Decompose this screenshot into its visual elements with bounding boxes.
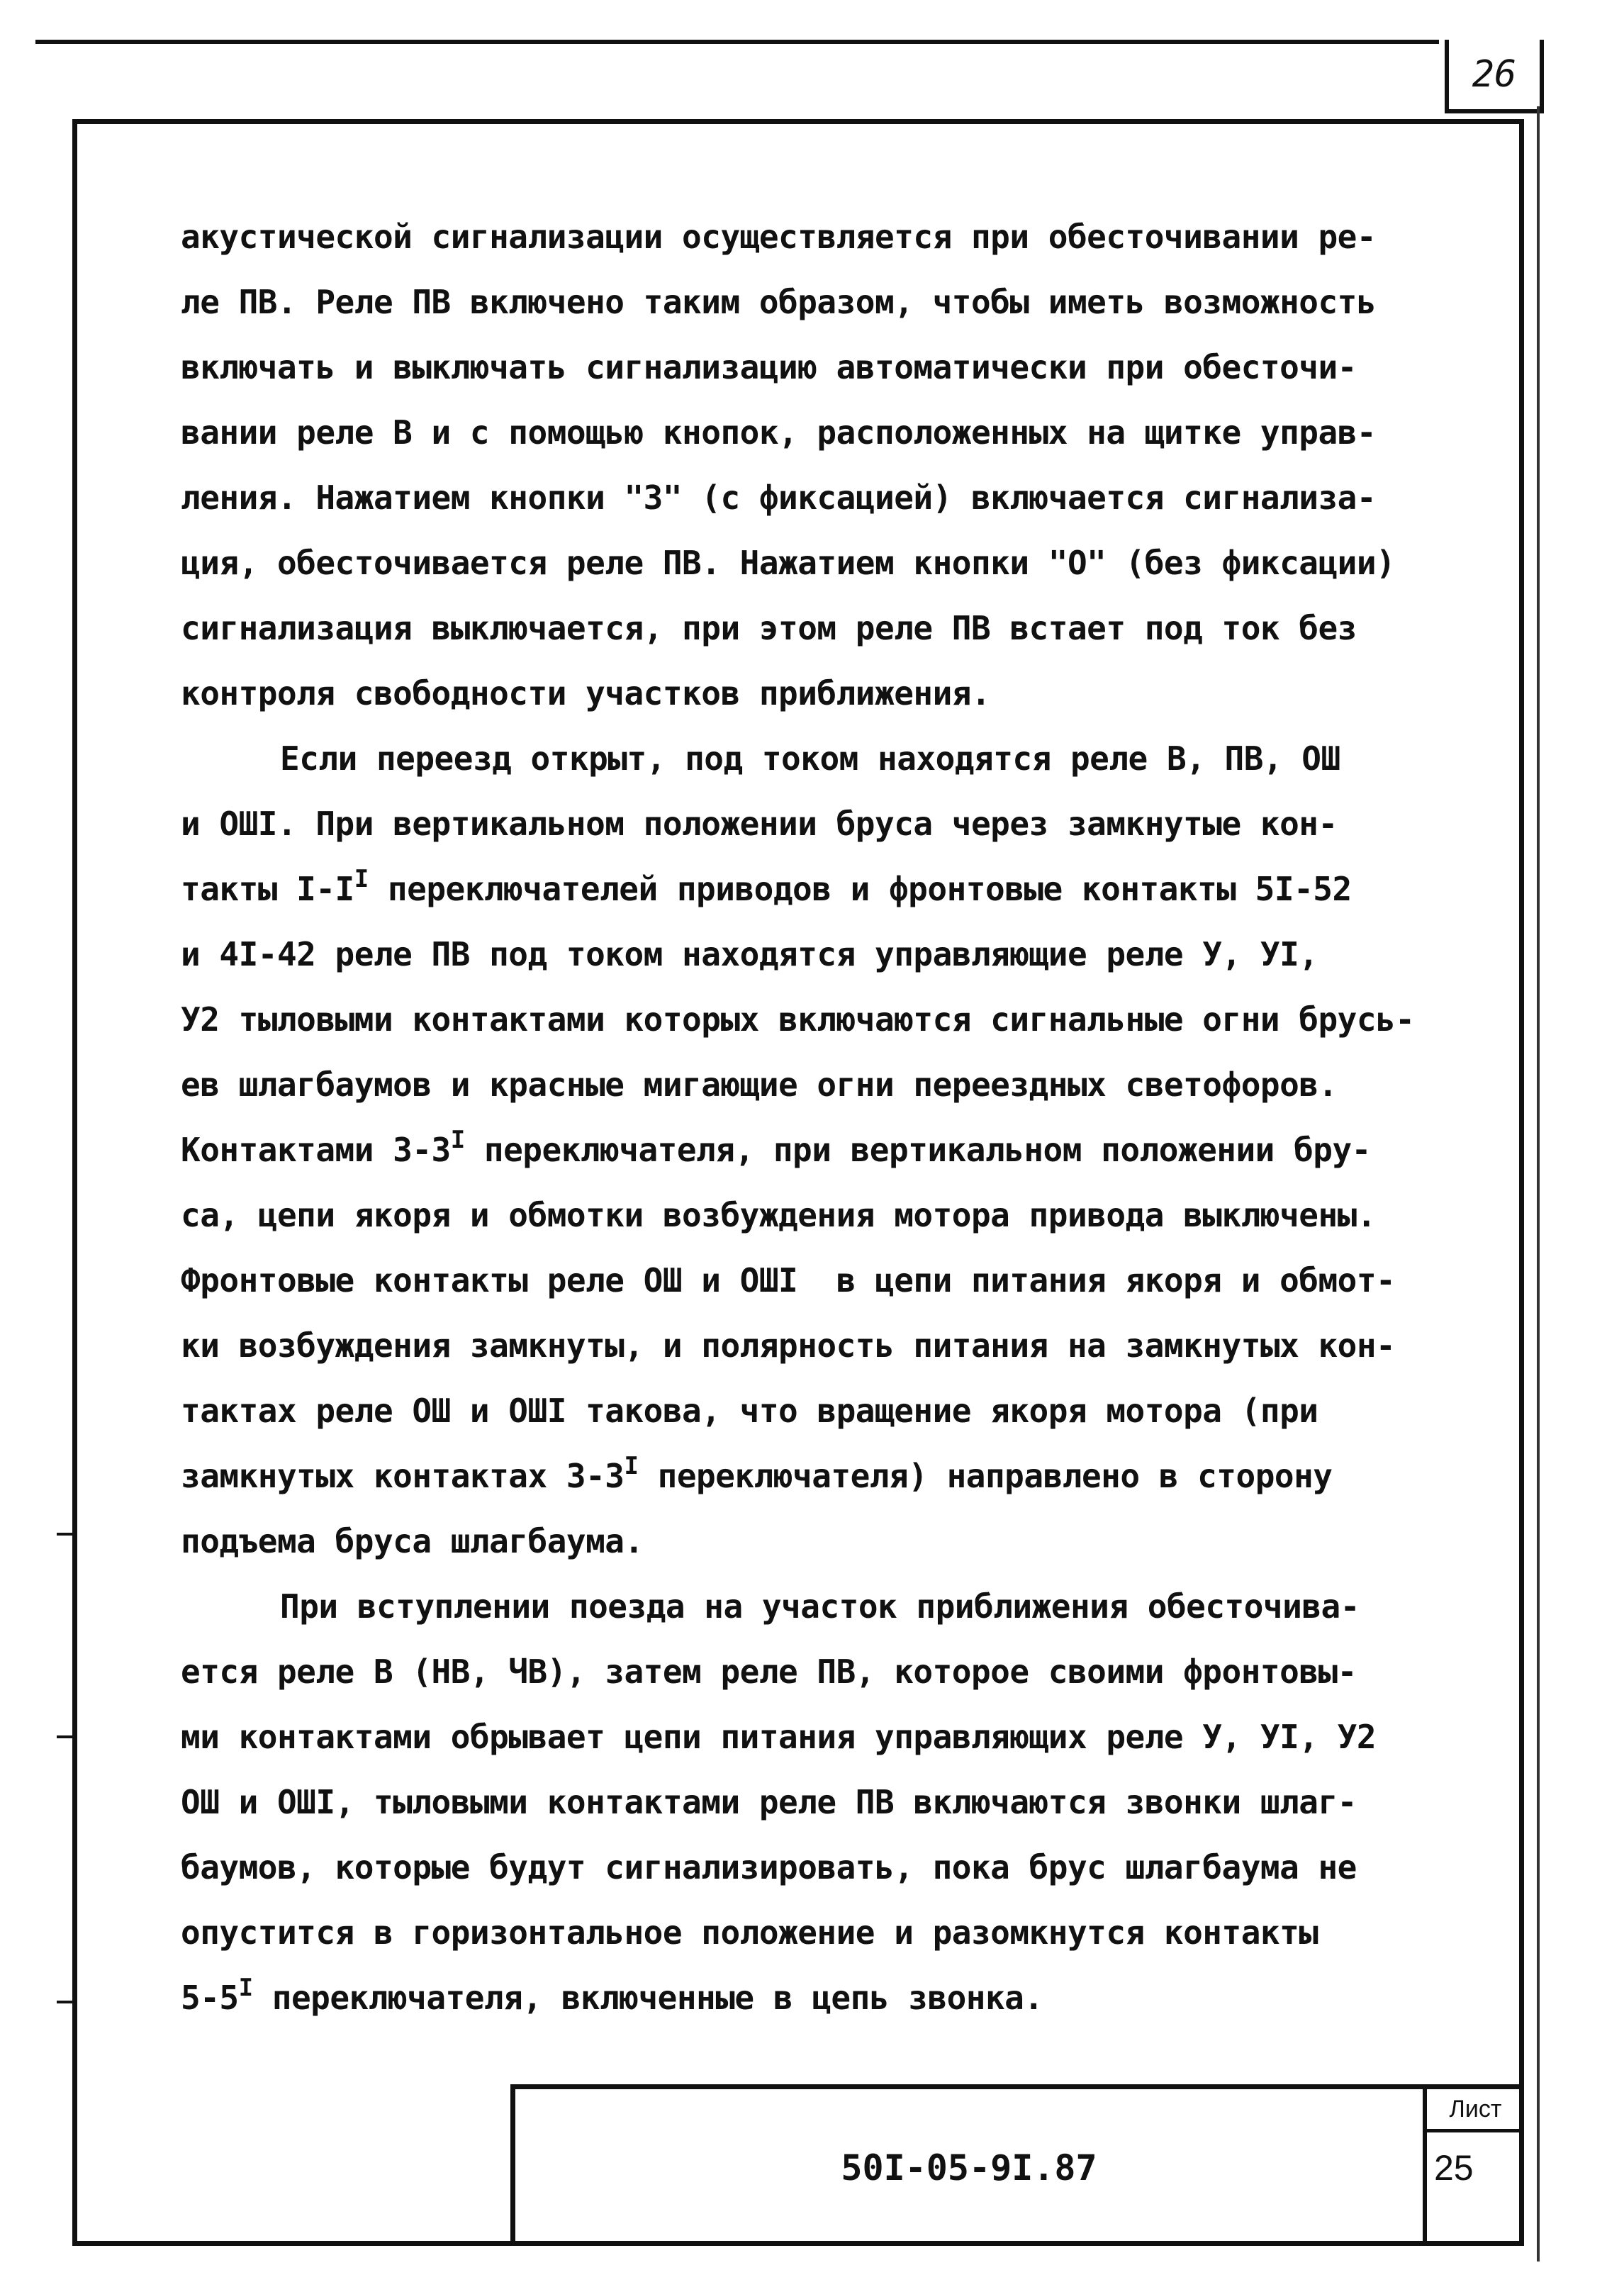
text-fragment: такты I-I: [181, 870, 354, 908]
text-line: ми контактами обрывает цепи питания управляющих реле У, УI, У2: [181, 1718, 1377, 1756]
page-number: 26: [1445, 40, 1544, 113]
title-block: [510, 2084, 1524, 2246]
document-code: 50I-05-9I.87: [841, 2147, 1097, 2188]
text-line: и 4I-42 реле ПВ под током находятся управляющие реле У, УI,: [181, 935, 1318, 973]
superscript: I: [624, 1452, 639, 1480]
text-line: ОШ и ОШI, тыловыми контактами реле ПВ включаются звонки шлаг-: [181, 1783, 1357, 1821]
text-fragment: 5-5: [181, 1979, 239, 2017]
text-line: ления. Нажатием кнопки "З" (с фиксацией) включается сигнализа-: [181, 479, 1377, 517]
text-line: При вступлении поезда на участок приближения обесточива-: [280, 1587, 1360, 1626]
sheet-number: 25: [1434, 2148, 1474, 2188]
body-text: [181, 204, 1457, 2030]
text-line: опустится в горизонтальное положение и разомкнутся контакты: [181, 1913, 1318, 1952]
margin-line: [1537, 106, 1540, 2261]
text-line: Фронтовые контакты реле ОШ и ОШI в цепи питания якоря и обмот-: [181, 1261, 1396, 1299]
text-line: контроля свободности участков приближения.: [181, 674, 991, 712]
superscript: I: [354, 865, 369, 893]
margin-tick: [57, 1735, 72, 1738]
top-rule: [35, 40, 1439, 44]
text-line: Если переезд открыт, под током находятся реле В, ПВ, ОШ: [280, 739, 1340, 778]
text-line: ев шлагбаумов и красные мигающие огни переездных светофоров.: [181, 1066, 1338, 1104]
sheet-cell: [1423, 2089, 1524, 2246]
text-line: тактах реле ОШ и ОШI такова, что вращение якоря мотора (при: [181, 1392, 1318, 1430]
text-fragment: переключателя, при вертикальном положении бру-: [464, 1131, 1371, 1169]
margin-tick: [57, 1533, 72, 1536]
superscript: I: [238, 1974, 253, 2002]
text-line: акустической сигнализации осуществляется при обесточивании ре-: [181, 218, 1377, 256]
text-line: [181, 1443, 1457, 1509]
text-line: са, цепи якоря и обмотки возбуждения мотора привода выключены.: [181, 1196, 1377, 1234]
text-fragment: переключателей приводов и фронтовые контакты 5I-52: [368, 870, 1352, 908]
text-line: [181, 856, 1457, 922]
margin-tick: [57, 2001, 72, 2003]
text-line: [181, 1965, 1457, 2030]
text-line: [181, 1117, 1457, 1182]
text-line: и ОШI. При вертикальном положении бруса через замкнутые кон-: [181, 805, 1338, 843]
text-line: вании реле В и с помощью кнопок, расположенных на щитке управ-: [181, 413, 1377, 452]
text-line: баумов, которые будут сигнализировать, пока брус шлагбаума не: [181, 1848, 1357, 1886]
text-fragment: переключателя, включенные в цепь звонка.: [252, 1979, 1043, 2017]
text-line: включать и выключать сигнализацию автоматически при обесточи-: [181, 348, 1357, 386]
text-line: У2 тыловыми контактами которых включаются сигнальные огни брусь-: [181, 1000, 1415, 1039]
text-line: ле ПВ. Реле ПВ включено таким образом, чтобы иметь возможность: [181, 283, 1377, 321]
text-line: ция, обесточивается реле ПВ. Нажатием кнопки "О" (без фиксации): [181, 544, 1396, 582]
text-fragment: Контактами 3-3: [181, 1131, 451, 1169]
text-line: ки возбуждения замкнуты, и полярность питания на замкнутых кон-: [181, 1326, 1396, 1365]
text-line: подъема бруса шлагбаума.: [181, 1522, 644, 1560]
superscript: I: [450, 1126, 465, 1154]
text-fragment: переключателя) направлено в сторону: [638, 1457, 1333, 1495]
sheet-label: Лист: [1427, 2089, 1524, 2132]
text-fragment: замкнутых контактах 3-3: [181, 1457, 625, 1495]
text-line: ется реле В (НВ, ЧВ), затем реле ПВ, которое своими фронтовы-: [181, 1653, 1357, 1691]
text-line: сигнализация выключается, при этом реле ПВ встает под ток без: [181, 609, 1357, 647]
